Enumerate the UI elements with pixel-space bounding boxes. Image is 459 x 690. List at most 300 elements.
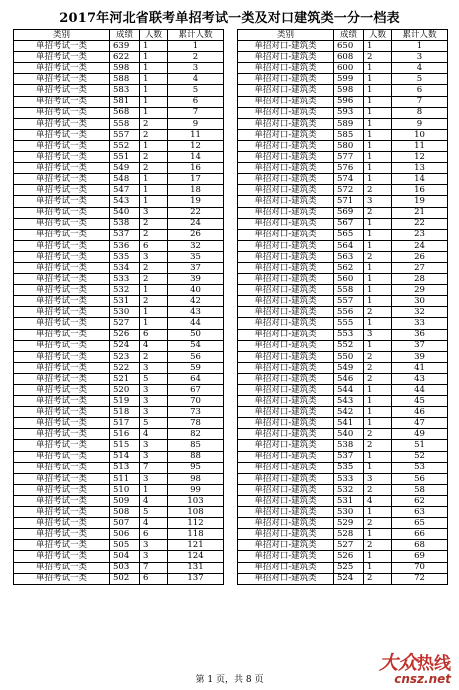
table-row [14, 540, 224, 551]
cell-score: 571 [334, 196, 364, 207]
table-row [238, 85, 448, 96]
cell-cumulative: 43 [392, 373, 448, 384]
cell-category: 单招考试一类 [14, 407, 110, 418]
cell-count: 1 [140, 63, 168, 74]
cell-count: 1 [140, 52, 168, 63]
cell-count: 2 [364, 484, 392, 495]
cell-category: 单招对口-建筑类 [238, 529, 334, 540]
table-row [14, 573, 224, 584]
table-row [14, 274, 224, 285]
cell-category: 单招考试一类 [14, 96, 110, 107]
cell-count: 3 [140, 540, 168, 551]
cell-count: 5 [140, 507, 168, 518]
cell-score: 518 [110, 407, 140, 418]
page-title: 2017年河北省联考单招考试一类及对口建筑类一分一档表 [59, 11, 400, 26]
cell-category: 单招考试一类 [14, 473, 110, 484]
table-row [238, 152, 448, 163]
cell-category: 单招对口-建筑类 [238, 340, 334, 351]
table-row [14, 451, 224, 462]
cell-cumulative: 49 [392, 429, 448, 440]
cell-cumulative: 53 [392, 462, 448, 473]
cell-count: 5 [140, 418, 168, 429]
cell-score: 522 [110, 362, 140, 373]
cell-cumulative: 44 [392, 385, 448, 396]
cell-count: 1 [364, 63, 392, 74]
cell-cumulative: 68 [392, 540, 448, 551]
cell-score: 600 [334, 63, 364, 74]
cell-category: 单招考试一类 [14, 518, 110, 529]
cell-count: 1 [140, 285, 168, 296]
cell-cumulative: 21 [392, 207, 448, 218]
cell-category: 单招对口-建筑类 [238, 407, 334, 418]
cell-cumulative: 9 [168, 118, 224, 129]
cell-cumulative: 4 [392, 63, 448, 74]
cell-cumulative: 78 [168, 418, 224, 429]
cell-category: 单招考试一类 [14, 251, 110, 262]
cell-category: 单招考试一类 [14, 573, 110, 584]
cell-count: 3 [364, 473, 392, 484]
cell-count: 1 [364, 562, 392, 573]
cell-count: 2 [364, 518, 392, 529]
cell-cumulative: 11 [168, 129, 224, 140]
cell-category: 单招对口-建筑类 [238, 52, 334, 63]
table-row [238, 185, 448, 196]
cell-score: 533 [110, 274, 140, 285]
table-row [14, 140, 224, 151]
cell-score: 565 [334, 229, 364, 240]
cell-score: 517 [110, 418, 140, 429]
cell-category: 单招考试一类 [14, 329, 110, 340]
cell-cumulative: 41 [392, 362, 448, 373]
cell-category: 单招考试一类 [14, 385, 110, 396]
cell-category: 单招考试一类 [14, 63, 110, 74]
cell-score: 568 [110, 107, 140, 118]
cell-score: 557 [110, 129, 140, 140]
cell-score: 562 [334, 262, 364, 273]
table-row [238, 218, 448, 229]
cell-count: 3 [140, 473, 168, 484]
table-row [14, 329, 224, 340]
cell-score: 509 [110, 495, 140, 506]
cell-category: 单招考试一类 [14, 418, 110, 429]
cell-count: 2 [140, 118, 168, 129]
cell-category: 单招考试一类 [14, 362, 110, 373]
table-row [14, 518, 224, 529]
cell-score: 599 [334, 74, 364, 85]
cell-count: 2 [140, 274, 168, 285]
cell-category: 单招对口-建筑类 [238, 351, 334, 362]
cell-count: 1 [140, 96, 168, 107]
cell-cumulative: 28 [392, 274, 448, 285]
header-category: 类别 [238, 30, 334, 41]
cell-category: 单招对口-建筑类 [238, 329, 334, 340]
cell-cumulative: 40 [168, 285, 224, 296]
cell-category: 单招考试一类 [14, 285, 110, 296]
cell-count: 2 [140, 163, 168, 174]
table-row [14, 74, 224, 85]
cell-category: 单招考试一类 [14, 118, 110, 129]
cell-score: 520 [110, 385, 140, 396]
cell-category: 单招对口-建筑类 [238, 551, 334, 562]
cell-score: 537 [334, 451, 364, 462]
cell-cumulative: 124 [168, 551, 224, 562]
cell-category: 单招考试一类 [14, 562, 110, 573]
cell-count: 3 [140, 396, 168, 407]
table-row [14, 63, 224, 74]
header-cumulative: 累计人数 [392, 30, 448, 41]
cell-category: 单招考试一类 [14, 163, 110, 174]
cell-category: 单招考试一类 [14, 396, 110, 407]
cell-count: 2 [140, 152, 168, 163]
cell-score: 528 [334, 529, 364, 540]
cell-category: 单招对口-建筑类 [238, 262, 334, 273]
table-row [14, 473, 224, 484]
table-row [14, 351, 224, 362]
cell-cumulative: 24 [392, 240, 448, 251]
cell-cumulative: 73 [168, 407, 224, 418]
cell-cumulative: 23 [392, 229, 448, 240]
cell-count: 1 [140, 74, 168, 85]
cell-category: 单招对口-建筑类 [238, 518, 334, 529]
cell-count: 2 [364, 573, 392, 584]
cell-count: 2 [364, 429, 392, 440]
cell-category: 单招考试一类 [14, 274, 110, 285]
cell-cumulative: 8 [392, 107, 448, 118]
cell-score: 574 [334, 174, 364, 185]
table-row [238, 307, 448, 318]
cell-score: 511 [110, 473, 140, 484]
cell-score: 524 [110, 340, 140, 351]
cell-category: 单招考试一类 [14, 529, 110, 540]
cell-category: 单招对口-建筑类 [238, 185, 334, 196]
cell-score: 538 [110, 218, 140, 229]
cell-category: 单招对口-建筑类 [238, 229, 334, 240]
cell-category: 单招考试一类 [14, 41, 110, 52]
cell-cumulative: 27 [392, 262, 448, 273]
cell-count: 1 [364, 85, 392, 96]
cell-category: 单招对口-建筑类 [238, 484, 334, 495]
cell-cumulative: 51 [392, 440, 448, 451]
cell-cumulative: 19 [168, 196, 224, 207]
table-row [14, 296, 224, 307]
cell-score: 503 [110, 562, 140, 573]
cell-count: 1 [364, 318, 392, 329]
cell-category: 单招考试一类 [14, 551, 110, 562]
table-row [238, 429, 448, 440]
table-row [14, 385, 224, 396]
cell-count: 7 [140, 462, 168, 473]
cell-score: 544 [334, 385, 364, 396]
cell-count: 2 [364, 440, 392, 451]
table-row [14, 118, 224, 129]
table-row [238, 407, 448, 418]
cell-count: 3 [140, 251, 168, 262]
cell-category: 单招考试一类 [14, 174, 110, 185]
cell-count: 1 [364, 229, 392, 240]
table-row [238, 96, 448, 107]
table-row [238, 540, 448, 551]
table-row [14, 507, 224, 518]
cell-cumulative: 44 [168, 318, 224, 329]
cell-cumulative: 1 [168, 41, 224, 52]
table-row [238, 418, 448, 429]
cell-cumulative: 26 [392, 251, 448, 262]
cell-cumulative: 3 [168, 63, 224, 74]
cell-count: 2 [364, 251, 392, 262]
cell-category: 单招对口-建筑类 [238, 507, 334, 518]
cell-cumulative: 6 [392, 85, 448, 96]
cell-score: 530 [334, 507, 364, 518]
watermark-site: cnsz.net [394, 672, 451, 686]
cell-cumulative: 64 [168, 373, 224, 384]
cell-category: 单招对口-建筑类 [238, 96, 334, 107]
cell-count: 3 [140, 451, 168, 462]
cell-score: 650 [334, 41, 364, 52]
cell-cumulative: 70 [392, 562, 448, 573]
table-row [238, 296, 448, 307]
cell-cumulative: 36 [392, 329, 448, 340]
cell-cumulative: 131 [168, 562, 224, 573]
table-row [238, 551, 448, 562]
cell-category: 单招考试一类 [14, 351, 110, 362]
cell-category: 单招对口-建筑类 [238, 429, 334, 440]
table-row [238, 440, 448, 451]
cell-category: 单招考试一类 [14, 85, 110, 96]
cell-score: 593 [334, 107, 364, 118]
cell-score: 589 [334, 118, 364, 129]
cell-cumulative: 52 [392, 451, 448, 462]
cell-score: 508 [110, 507, 140, 518]
cell-score: 533 [334, 473, 364, 484]
cell-count: 1 [364, 218, 392, 229]
watermark-brand: 大众 [378, 652, 417, 674]
cell-score: 588 [110, 74, 140, 85]
cell-score: 526 [334, 551, 364, 562]
cell-category: 单招考试一类 [14, 129, 110, 140]
header-count: 人数 [364, 30, 392, 41]
cell-count: 2 [140, 229, 168, 240]
cell-count: 1 [364, 129, 392, 140]
cell-count: 4 [364, 495, 392, 506]
score-table-left [13, 29, 224, 585]
cell-score: 536 [110, 240, 140, 251]
watermark-logo [378, 648, 451, 686]
cell-score: 580 [334, 140, 364, 151]
cell-cumulative: 39 [392, 351, 448, 362]
cell-score: 547 [110, 185, 140, 196]
cell-category: 单招对口-建筑类 [238, 251, 334, 262]
table-row [14, 52, 224, 63]
cell-cumulative: 88 [168, 451, 224, 462]
cell-category: 单招考试一类 [14, 185, 110, 196]
cell-cumulative: 37 [392, 340, 448, 351]
cell-score: 548 [110, 174, 140, 185]
cell-count: 3 [140, 440, 168, 451]
cell-category: 单招考试一类 [14, 495, 110, 506]
cell-cumulative: 2 [168, 52, 224, 63]
cell-score: 504 [110, 551, 140, 562]
cell-score: 563 [334, 251, 364, 262]
page-footer: 第 1 页，共 8 页 [195, 675, 264, 685]
cell-cumulative: 62 [392, 495, 448, 506]
cell-cumulative: 16 [392, 185, 448, 196]
cell-count: 1 [140, 85, 168, 96]
cell-score: 524 [334, 573, 364, 584]
cell-score: 546 [334, 373, 364, 384]
cell-count: 1 [364, 340, 392, 351]
cell-count: 1 [364, 41, 392, 52]
table-row [14, 462, 224, 473]
cell-score: 549 [110, 163, 140, 174]
cell-score: 506 [110, 529, 140, 540]
cell-cumulative: 10 [392, 129, 448, 140]
cell-count: 2 [140, 296, 168, 307]
cell-count: 3 [140, 207, 168, 218]
table-row [14, 240, 224, 251]
cell-cumulative: 82 [168, 429, 224, 440]
cell-category: 单招对口-建筑类 [238, 118, 334, 129]
cell-count: 2 [364, 362, 392, 373]
cell-count: 1 [140, 307, 168, 318]
cell-cumulative: 17 [168, 174, 224, 185]
cell-score: 564 [334, 240, 364, 251]
table-row [238, 318, 448, 329]
cell-cumulative: 43 [168, 307, 224, 318]
cell-cumulative: 13 [392, 163, 448, 174]
cell-cumulative: 14 [392, 174, 448, 185]
table-row [238, 118, 448, 129]
table-row [238, 451, 448, 462]
table-row [14, 107, 224, 118]
cell-category: 单招对口-建筑类 [238, 573, 334, 584]
cell-count: 1 [364, 262, 392, 273]
cell-score: 598 [334, 85, 364, 96]
table-row [238, 207, 448, 218]
table-row [14, 429, 224, 440]
cell-count: 2 [140, 218, 168, 229]
table-row [238, 274, 448, 285]
cell-score: 552 [334, 340, 364, 351]
cell-cumulative: 137 [168, 573, 224, 584]
table-row [238, 507, 448, 518]
cell-cumulative: 9 [392, 118, 448, 129]
cell-category: 单招对口-建筑类 [238, 41, 334, 52]
cell-category: 单招考试一类 [14, 207, 110, 218]
cell-cumulative: 112 [168, 518, 224, 529]
cell-score: 535 [110, 251, 140, 262]
table-row [238, 41, 448, 52]
cell-cumulative: 12 [392, 152, 448, 163]
cell-cumulative: 3 [392, 52, 448, 63]
cell-score: 529 [334, 518, 364, 529]
table-row [238, 495, 448, 506]
cell-category: 单招对口-建筑类 [238, 129, 334, 140]
table-row [14, 174, 224, 185]
cell-cumulative: 42 [168, 296, 224, 307]
table-row [238, 362, 448, 373]
cell-category: 单招考试一类 [14, 218, 110, 229]
cell-score: 540 [334, 429, 364, 440]
table-row [238, 518, 448, 529]
cell-category: 单招对口-建筑类 [238, 140, 334, 151]
cell-score: 535 [334, 462, 364, 473]
cell-cumulative: 47 [392, 418, 448, 429]
cell-cumulative: 121 [168, 540, 224, 551]
cell-count: 6 [140, 529, 168, 540]
cell-cumulative: 24 [168, 218, 224, 229]
table-row [238, 462, 448, 473]
cell-score: 516 [110, 429, 140, 440]
cell-category: 单招对口-建筑类 [238, 373, 334, 384]
cell-count: 7 [140, 562, 168, 573]
cell-category: 单招考试一类 [14, 440, 110, 451]
cell-count: 4 [140, 495, 168, 506]
table-row [238, 529, 448, 540]
cell-count: 3 [140, 362, 168, 373]
cell-category: 单招对口-建筑类 [238, 451, 334, 462]
cell-score: 521 [110, 373, 140, 384]
cell-category: 单招对口-建筑类 [238, 318, 334, 329]
cell-cumulative: 70 [168, 396, 224, 407]
cell-count: 1 [364, 118, 392, 129]
table-row [14, 85, 224, 96]
cell-score: 572 [334, 185, 364, 196]
cell-category: 单招考试一类 [14, 140, 110, 151]
cell-category: 单招考试一类 [14, 229, 110, 240]
cell-score: 541 [334, 418, 364, 429]
table-row [238, 262, 448, 273]
table-row [238, 163, 448, 174]
table-header-row [238, 30, 448, 41]
cell-category: 单招对口-建筑类 [238, 385, 334, 396]
table-row [14, 562, 224, 573]
cell-cumulative: 108 [168, 507, 224, 518]
cell-count: 1 [140, 107, 168, 118]
cell-count: 2 [364, 351, 392, 362]
table-row [238, 285, 448, 296]
cell-score: 540 [110, 207, 140, 218]
table-row [238, 484, 448, 495]
cell-cumulative: 7 [392, 96, 448, 107]
cell-cumulative: 45 [392, 396, 448, 407]
cell-category: 单招对口-建筑类 [238, 418, 334, 429]
table-row [14, 129, 224, 140]
cell-score: 622 [110, 52, 140, 63]
cell-count: 2 [364, 52, 392, 63]
cell-category: 单招对口-建筑类 [238, 274, 334, 285]
cell-category: 单招对口-建筑类 [238, 440, 334, 451]
table-row [14, 41, 224, 52]
cell-score: 538 [334, 440, 364, 451]
cell-cumulative: 95 [168, 462, 224, 473]
cell-score: 596 [334, 96, 364, 107]
cell-score: 581 [110, 96, 140, 107]
cell-count: 3 [364, 196, 392, 207]
table-row [238, 240, 448, 251]
cell-count: 3 [364, 329, 392, 340]
cell-category: 单招对口-建筑类 [238, 196, 334, 207]
table-row [238, 63, 448, 74]
table-row [14, 529, 224, 540]
cell-cumulative: 99 [168, 484, 224, 495]
cell-category: 单招考试一类 [14, 196, 110, 207]
cell-category: 单招考试一类 [14, 240, 110, 251]
table-row [14, 440, 224, 451]
cell-score: 560 [334, 274, 364, 285]
cell-score: 514 [110, 451, 140, 462]
cell-category: 单招对口-建筑类 [238, 207, 334, 218]
cell-count: 4 [140, 429, 168, 440]
